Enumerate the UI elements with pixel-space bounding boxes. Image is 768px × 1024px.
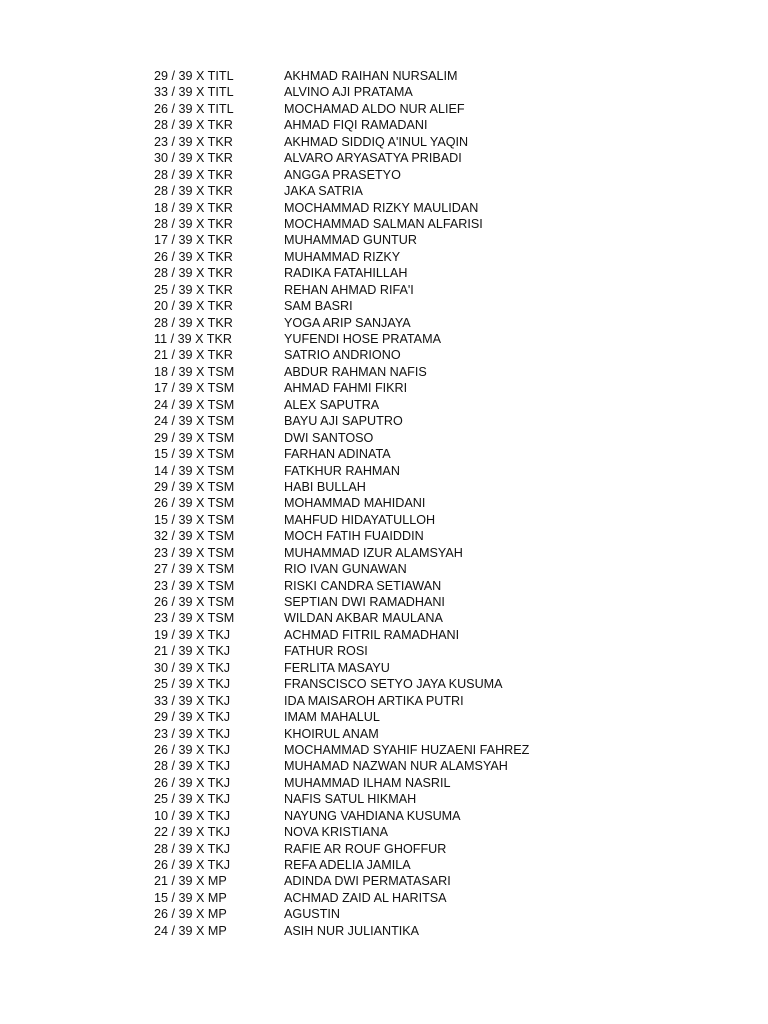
- score-class-cell: 29 / 39 X TKJ: [154, 710, 231, 725]
- student-name-cell: NAFIS SATUL HIKMAH: [284, 792, 417, 807]
- list-row: [0, 561, 768, 577]
- student-name-cell: ADINDA DWI PERMATASARI: [284, 874, 451, 889]
- list-row: [0, 578, 768, 594]
- list-row: [0, 890, 768, 906]
- list-row: [0, 347, 768, 363]
- score-class-cell: 29 / 39 X TSM: [154, 430, 235, 445]
- student-name-cell: FATKHUR RAHMAN: [284, 463, 400, 478]
- list-row: [0, 923, 768, 939]
- score-class-cell: 32 / 39 X TSM: [154, 529, 235, 544]
- score-class-cell: 24 / 39 X TSM: [154, 397, 235, 412]
- list-row: [0, 249, 768, 265]
- score-class-cell: 21 / 39 X TKJ: [154, 644, 231, 659]
- student-name-cell: FRANSCISCO SETYO JAYA KUSUMA: [284, 677, 503, 692]
- list-row: [0, 167, 768, 183]
- student-name-cell: JAKA SATRIA: [284, 184, 363, 199]
- list-row: [0, 265, 768, 281]
- list-row: [0, 183, 768, 199]
- score-class-cell: 33 / 39 X TITL: [154, 85, 234, 100]
- list-row: [0, 282, 768, 298]
- student-name-cell: SAM BASRI: [284, 299, 353, 314]
- list-row: [0, 134, 768, 150]
- score-class-cell: 18 / 39 X TKR: [154, 200, 233, 215]
- score-class-cell: 15 / 39 X MP: [154, 890, 227, 905]
- list-row: [0, 331, 768, 347]
- student-name-cell: WILDAN AKBAR MAULANA: [284, 611, 443, 626]
- list-row: [0, 479, 768, 495]
- score-class-cell: 19 / 39 X TKJ: [154, 627, 231, 642]
- student-name-cell: AHMAD FIQI RAMADANI: [284, 118, 428, 133]
- score-class-cell: 28 / 39 X TKR: [154, 167, 233, 182]
- score-class-cell: 29 / 39 X TITL: [154, 69, 234, 83]
- score-class-cell: 18 / 39 X TSM: [154, 364, 235, 379]
- list-row: [0, 446, 768, 462]
- score-class-cell: 20 / 39 X TKR: [154, 299, 233, 314]
- student-name-cell: FATHUR ROSI: [284, 644, 368, 659]
- list-row: [0, 397, 768, 413]
- score-class-cell: 26 / 39 X TKJ: [154, 858, 231, 872]
- student-name-cell: ALVINO AJI PRATAMA: [284, 85, 413, 100]
- student-name-cell: MOCHAMMAD SALMAN ALFARISI: [284, 216, 483, 231]
- score-class-cell: 25 / 39 X TKR: [154, 282, 233, 297]
- score-class-cell: 22 / 39 X TKJ: [154, 825, 231, 840]
- student-name-cell: ACHMAD ZAID AL HARITSA: [284, 890, 447, 905]
- list-row: [0, 495, 768, 511]
- score-class-cell: 21 / 39 X TKR: [154, 348, 233, 363]
- score-class-cell: 10 / 39 X TKJ: [154, 808, 231, 823]
- list-row: [0, 627, 768, 643]
- score-class-cell: 27 / 39 X TSM: [154, 562, 235, 577]
- list-row: [0, 808, 768, 824]
- list-row: [0, 660, 768, 676]
- student-name-cell: KHOIRUL ANAM: [284, 726, 379, 741]
- score-class-cell: 26 / 39 X TKJ: [154, 742, 231, 757]
- list-row: [0, 841, 768, 857]
- score-class-cell: 26 / 39 X TSM: [154, 496, 235, 511]
- student-name-cell: IMAM MAHALUL: [284, 710, 380, 725]
- list-row: [0, 413, 768, 429]
- student-name-cell: AKHMAD SIDDIQ A'INUL YAQIN: [284, 134, 469, 149]
- student-name-cell: BAYU AJI SAPUTRO: [284, 414, 403, 429]
- score-class-cell: 17 / 39 X TSM: [154, 381, 235, 396]
- list-row: [0, 380, 768, 396]
- score-class-cell: 23 / 39 X TKR: [154, 134, 233, 149]
- student-name-cell: RISKI CANDRA SETIAWAN: [284, 578, 442, 593]
- list-row: [0, 726, 768, 742]
- student-name-cell: NOVA KRISTIANA: [284, 825, 389, 840]
- list-row: [0, 528, 768, 544]
- score-class-cell: 30 / 39 X TKR: [154, 151, 233, 166]
- list-row: [0, 758, 768, 774]
- score-class-cell: 11 / 39 X TKR: [154, 332, 232, 346]
- score-class-cell: 28 / 39 X TKR: [154, 216, 233, 231]
- score-class-cell: 26 / 39 X TITL: [154, 101, 234, 116]
- list-row: [0, 216, 768, 232]
- student-name-cell: ACHMAD FITRIL RAMADHANI: [284, 627, 460, 642]
- student-name-cell: MOCH FATIH FUAIDDIN: [284, 529, 424, 544]
- list-row: [0, 463, 768, 479]
- student-name-cell: ASIH NUR JULIANTIKA: [284, 923, 420, 938]
- list-row: [0, 676, 768, 692]
- score-class-cell: 23 / 39 X TSM: [154, 578, 235, 593]
- student-name-cell: MUHAMAD NAZWAN NUR ALAMSYAH: [284, 759, 508, 774]
- score-class-cell: 28 / 39 X TKR: [154, 315, 233, 330]
- student-name-cell: RAFIE AR ROUF GHOFFUR: [284, 841, 447, 856]
- student-name-cell: HABI BULLAH: [284, 479, 366, 494]
- score-list: [0, 68, 768, 939]
- score-class-cell: 23 / 39 X TSM: [154, 545, 235, 560]
- student-name-cell: ALEX SAPUTRA: [284, 397, 380, 412]
- student-name-cell: MOCHAMMAD RIZKY MAULIDAN: [284, 200, 479, 215]
- student-name-cell: MAHFUD HIDAYATULLOH: [284, 512, 436, 527]
- student-name-cell: ALVARO ARYASATYA PRIBADI: [284, 151, 462, 166]
- score-class-cell: 14 / 39 X TSM: [154, 463, 235, 478]
- list-row: [0, 873, 768, 889]
- student-name-cell: MUHAMMAD GUNTUR: [284, 233, 417, 248]
- list-row: [0, 430, 768, 446]
- student-name-cell: MUHAMMAD RIZKY: [284, 249, 401, 264]
- list-row: [0, 857, 768, 873]
- score-class-cell: 28 / 39 X TKR: [154, 266, 233, 281]
- student-name-cell: AHMAD FAHMI FIKRI: [284, 381, 408, 396]
- list-row: [0, 906, 768, 922]
- list-row: [0, 315, 768, 331]
- score-class-cell: 26 / 39 X TKJ: [154, 775, 231, 790]
- student-name-cell: FARHAN ADINATA: [284, 447, 391, 462]
- list-row: [0, 693, 768, 709]
- score-class-cell: 26 / 39 X TKR: [154, 249, 233, 264]
- list-row: [0, 117, 768, 133]
- student-name-cell: ABDUR RAHMAN NAFIS: [284, 364, 427, 379]
- score-class-cell: 24 / 39 X MP: [154, 923, 227, 938]
- student-name-cell: IDA MAISAROH ARTIKA PUTRI: [284, 693, 464, 708]
- student-name-cell: SATRIO ANDRIONO: [284, 348, 401, 363]
- student-name-cell: NAYUNG VAHDIANA KUSUMA: [284, 808, 461, 823]
- score-class-cell: 28 / 39 X TKJ: [154, 841, 231, 856]
- list-row: [0, 545, 768, 561]
- score-class-cell: 28 / 39 X TKR: [154, 184, 233, 199]
- student-name-cell: MOCHAMMAD SYAHIF HUZAENI FAHREZ: [284, 742, 530, 757]
- list-row: [0, 742, 768, 758]
- score-class-cell: 26 / 39 X MP: [154, 907, 227, 922]
- score-class-cell: 17 / 39 X TKR: [154, 233, 233, 248]
- score-class-cell: 25 / 39 X TKJ: [154, 677, 231, 692]
- student-name-cell: REHAN AHMAD RIFA'I: [284, 282, 414, 297]
- list-row: [0, 150, 768, 166]
- score-class-cell: 29 / 39 X TSM: [154, 479, 235, 494]
- list-row: [0, 364, 768, 380]
- student-name-cell: FERLITA MASAYU: [284, 660, 390, 675]
- list-row: [0, 610, 768, 626]
- list-row: [0, 594, 768, 610]
- student-name-cell: RADIKA FATAHILLAH: [284, 266, 408, 281]
- student-name-cell: ANGGA PRASETYO: [284, 167, 401, 182]
- list-row: [0, 68, 768, 84]
- score-class-cell: 28 / 39 X TKJ: [154, 759, 231, 774]
- score-class-cell: 15 / 39 X TSM: [154, 447, 235, 462]
- score-class-cell: 28 / 39 X TKR: [154, 118, 233, 133]
- student-name-cell: YOGA ARIP SANJAYA: [284, 315, 411, 330]
- student-name-cell: MUHAMMAD ILHAM NASRIL: [284, 775, 451, 790]
- score-class-cell: 26 / 39 X TSM: [154, 595, 235, 609]
- student-name-cell: RIO IVAN GUNAWAN: [284, 562, 407, 577]
- list-row: [0, 232, 768, 248]
- list-row: [0, 709, 768, 725]
- list-row: [0, 775, 768, 791]
- list-row: [0, 643, 768, 659]
- list-row: [0, 298, 768, 314]
- score-class-cell: 24 / 39 X TSM: [154, 414, 235, 429]
- student-name-cell: YUFENDI HOSE PRATAMA: [284, 332, 441, 346]
- student-name-cell: MOHAMMAD MAHIDANI: [284, 496, 426, 511]
- list-row: [0, 84, 768, 100]
- score-class-cell: 21 / 39 X MP: [154, 874, 227, 889]
- score-class-cell: 25 / 39 X TKJ: [154, 792, 231, 807]
- student-name-cell: AKHMAD RAIHAN NURSALIM: [284, 69, 458, 83]
- student-name-cell: MOCHAMAD ALDO NUR ALIEF: [284, 101, 465, 116]
- score-class-cell: 23 / 39 X TKJ: [154, 726, 231, 741]
- score-class-cell: 30 / 39 X TKJ: [154, 660, 231, 675]
- list-row: [0, 200, 768, 216]
- student-name-cell: DWI SANTOSO: [284, 430, 374, 445]
- list-row: [0, 101, 768, 117]
- list-row: [0, 824, 768, 840]
- student-name-cell: AGUSTIN: [284, 907, 340, 922]
- score-class-cell: 33 / 39 X TKJ: [154, 693, 231, 708]
- score-class-cell: 15 / 39 X TSM: [154, 512, 235, 527]
- list-row: [0, 791, 768, 807]
- student-name-cell: MUHAMMAD IZUR ALAMSYAH: [284, 545, 463, 560]
- student-name-cell: REFA ADELIA JAMILA: [284, 858, 411, 872]
- student-name-cell: SEPTIAN DWI RAMADHANI: [284, 595, 445, 609]
- list-row: [0, 512, 768, 528]
- score-class-cell: 23 / 39 X TSM: [154, 611, 235, 626]
